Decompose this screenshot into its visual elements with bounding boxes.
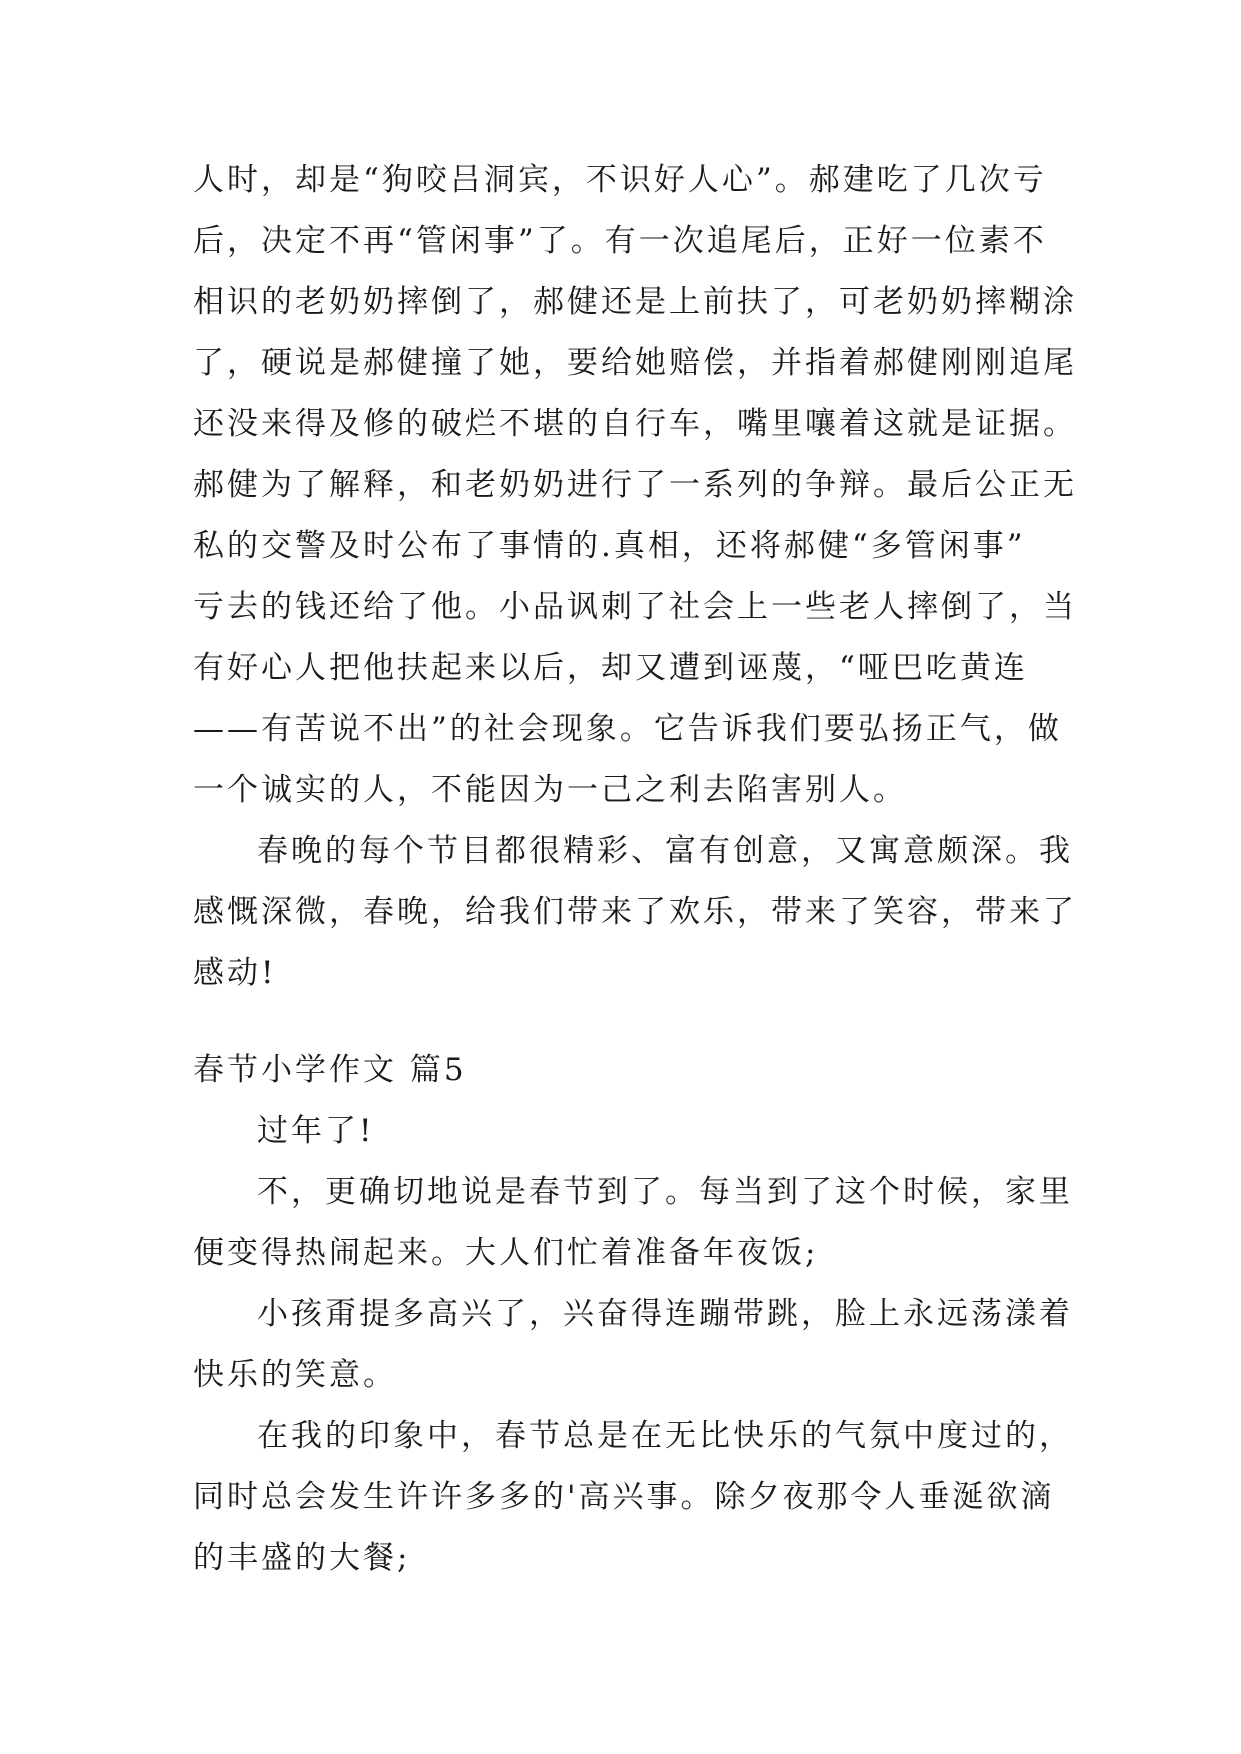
story-text-block xyxy=(193,150,1077,1004)
section-heading-block xyxy=(193,1040,1073,1101)
paragraph-line: 一个诚实的人，不能因为一己之利去陷害别人。 xyxy=(193,772,907,808)
paragraph-line: 了，硬说是郝健撞了她，要给她赔偿，并指着郝健刚刚追尾 xyxy=(193,345,1077,381)
paragraph-line: 小孩甭提多高兴了，兴奋得连蹦带跳，脸上永远荡漾着 xyxy=(257,1296,1073,1332)
paragraph-line: 的丰盛的大餐; xyxy=(193,1540,411,1576)
paragraph-line: 不，更确切地说是春节到了。每当到了这个时候，家里 xyxy=(257,1174,1073,1210)
paragraph-line: 人时，却是“狗咬吕洞宾，不识好人心”。郝建吃了几次亏 xyxy=(193,162,1047,198)
paragraph-line: 快乐的笑意。 xyxy=(193,1357,397,1393)
section-heading: 春节小学作文 篇5 xyxy=(193,1052,467,1088)
paragraph-line: 还没来得及修的破烂不堪的自行车，嘴里嚷着这就是证据。 xyxy=(193,406,1077,442)
paragraph-line: 后，决定不再“管闲事”了。有一次追尾后，正好一位素不 xyxy=(193,223,1047,259)
paragraph-line: 感动! xyxy=(193,955,277,991)
paragraph-line: 同时总会发生许许多多的'高兴事。除夕夜那令人垂涎欲滴 xyxy=(193,1479,1055,1515)
paragraph-line: 便变得热闹起来。大人们忙着准备年夜饭; xyxy=(193,1235,819,1271)
paragraph-line: 亏去的钱还给了他。小品讽刺了社会上一些老人摔倒了，当 xyxy=(193,589,1077,625)
paragraph-line: 感慨深微，春晚，给我们带来了欢乐，带来了笑容，带来了 xyxy=(193,894,1077,930)
paragraph-line: 私的交警及时公布了事情的.真相，还将郝健“多管闲事” xyxy=(193,528,1026,564)
paragraph-line: 春晚的每个节目都很精彩、富有创意，又寓意颇深。我 xyxy=(257,833,1073,869)
paragraph-line: 有好心人把他扶起来以后，却又遭到诬蔑，“哑巴吃黄连 xyxy=(193,650,1028,686)
paragraph-line: 相识的老奶奶摔倒了，郝健还是上前扶了，可老奶奶摔糊涂 xyxy=(193,284,1077,320)
paragraph-line: 郝健为了解释，和老奶奶进行了一系列的争辩。最后公正无 xyxy=(193,467,1077,503)
paragraph-line: 在我的印象中，春节总是在无比快乐的气氛中度过的， xyxy=(257,1418,1073,1454)
paragraph-line: 过年了! xyxy=(257,1113,375,1149)
paragraph-line: ——有苦说不出”的社会现象。它告诉我们要弘扬正气，做 xyxy=(193,711,1062,747)
essay-text-block xyxy=(193,1101,1073,1589)
